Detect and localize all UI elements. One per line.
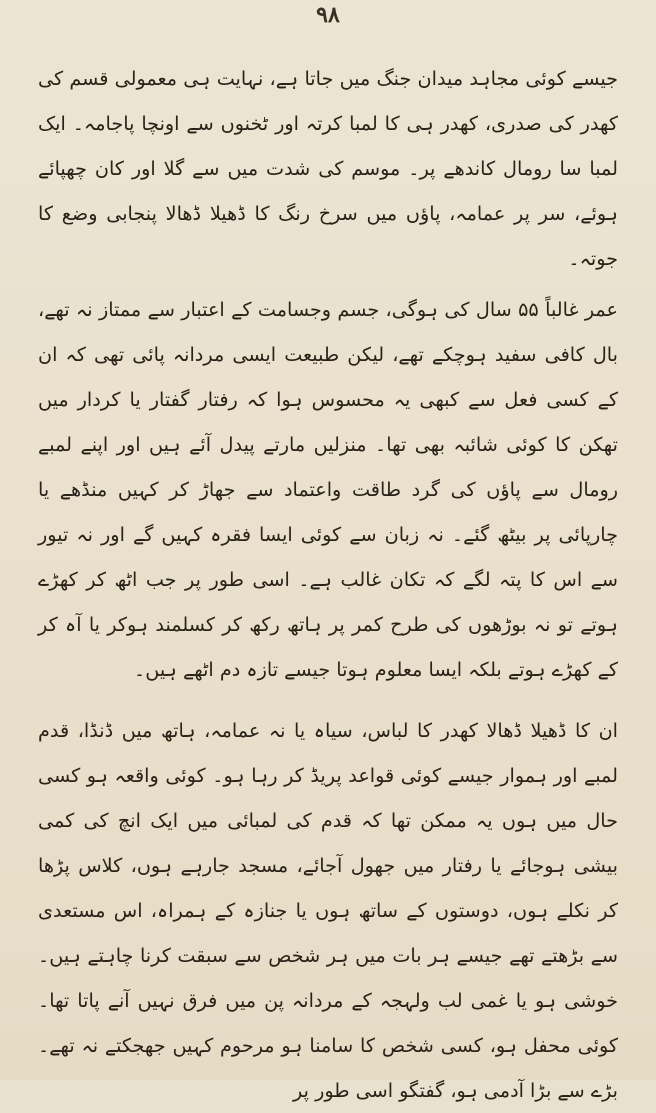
paragraph-attire: جیسے کوئی مجاہد میدان جنگ میں جاتا ہے، نہایت ہی معمولی قسم کی کھدر کی صدری، کھدر ہی کا لمبا کرتہ اور ٹخنوں سے اونچا پاجامہ۔ ایک لمبا سا رومال کاندھے پر۔ موسم کی شدت میں سے گلا اور کان چھپائے ہوئے، سر پر عمامہ، پاؤں میں سرخ رنگ کا ڈھیلا ڈھالا پنجابی وضع کا جوتہ۔ — [38, 67, 618, 270]
page-number: ۹۸ — [316, 2, 340, 28]
paragraph-age-and-temperament: عمر غالباً ۵۵ سال کی ہوگی، جسم وجسامت کے اعتبار سے ممتاز نہ تھے، بال کافی سفید ہوچکے تھے، لیکن طبیعت ایسی مردانہ پائی تھی کہ ان کے کسی فعل سے کبھی یہ محسوس ہوا کہ رفتار گفتار یا کردار میں تھکن کا کوئی شائبہ بھی تھا۔ منزلیں مارتے پیدل آئے ہیں اور اپنے لمبے رومال سے پاؤں کی گرد طاقت واعتماد سے جھاڑ کر کہیں منڈھے یا چارپائی پر بیٹھ گئے۔ نہ زبان سے کوئی ایسا فقرہ کہیں گے اور نہ تیور سے اس کا پتہ لگے کہ تکان غالب ہے۔ اسی طور پر جب اٹھ کر کھڑے ہوتے تو نہ بوڑھوں کی طرح کمر پر ہاتھ رکھ کر کسلمند ہوکر یا آہ کر کے کھڑے ہوتے بلکہ ایسا معلوم ہوتا جیسے تازہ دم اٹھے ہیں۔ — [38, 298, 618, 681]
paragraph-gait-and-manner: ان کا ڈھیلا ڈھالا کھدر کا لباس، سیاہ یا نہ عمامہ، ہاتھ میں ڈنڈا، قدم لمبے اور ہموار جیسے کوئی قواعد پریڈ کر رہا ہو۔ کوئی واقعہ ہو کسی حال میں ہوں یہ ممکن تھا کہ قدم کی لمبائی میں ایک انچ کی کمی بیشی ہوجائے یا رفتار میں جھول آجائے، مسجد جارہے ہوں، کلاس پڑھا کر نکلے ہوں، دوستوں کے ساتھ ہوں یا جنازہ کے ہمراہ، اس مستعدی سے بڑھتے تھے جیسے ہر بات میں ہر شخص سے سبقت کرنا چاہتے ہیں۔ خوشی ہو یا غمی لب ولہجہ کے مردانہ پن میں فرق نہیں آنے پاتا تھا۔ کوئی محفل ہو، کسی شخص کا سامنا ہو مرحوم کہیں جھجکتے نہ تھے۔ بڑے سے بڑا آدمی ہو، گفتگو اسی طور پر — [38, 719, 618, 1102]
